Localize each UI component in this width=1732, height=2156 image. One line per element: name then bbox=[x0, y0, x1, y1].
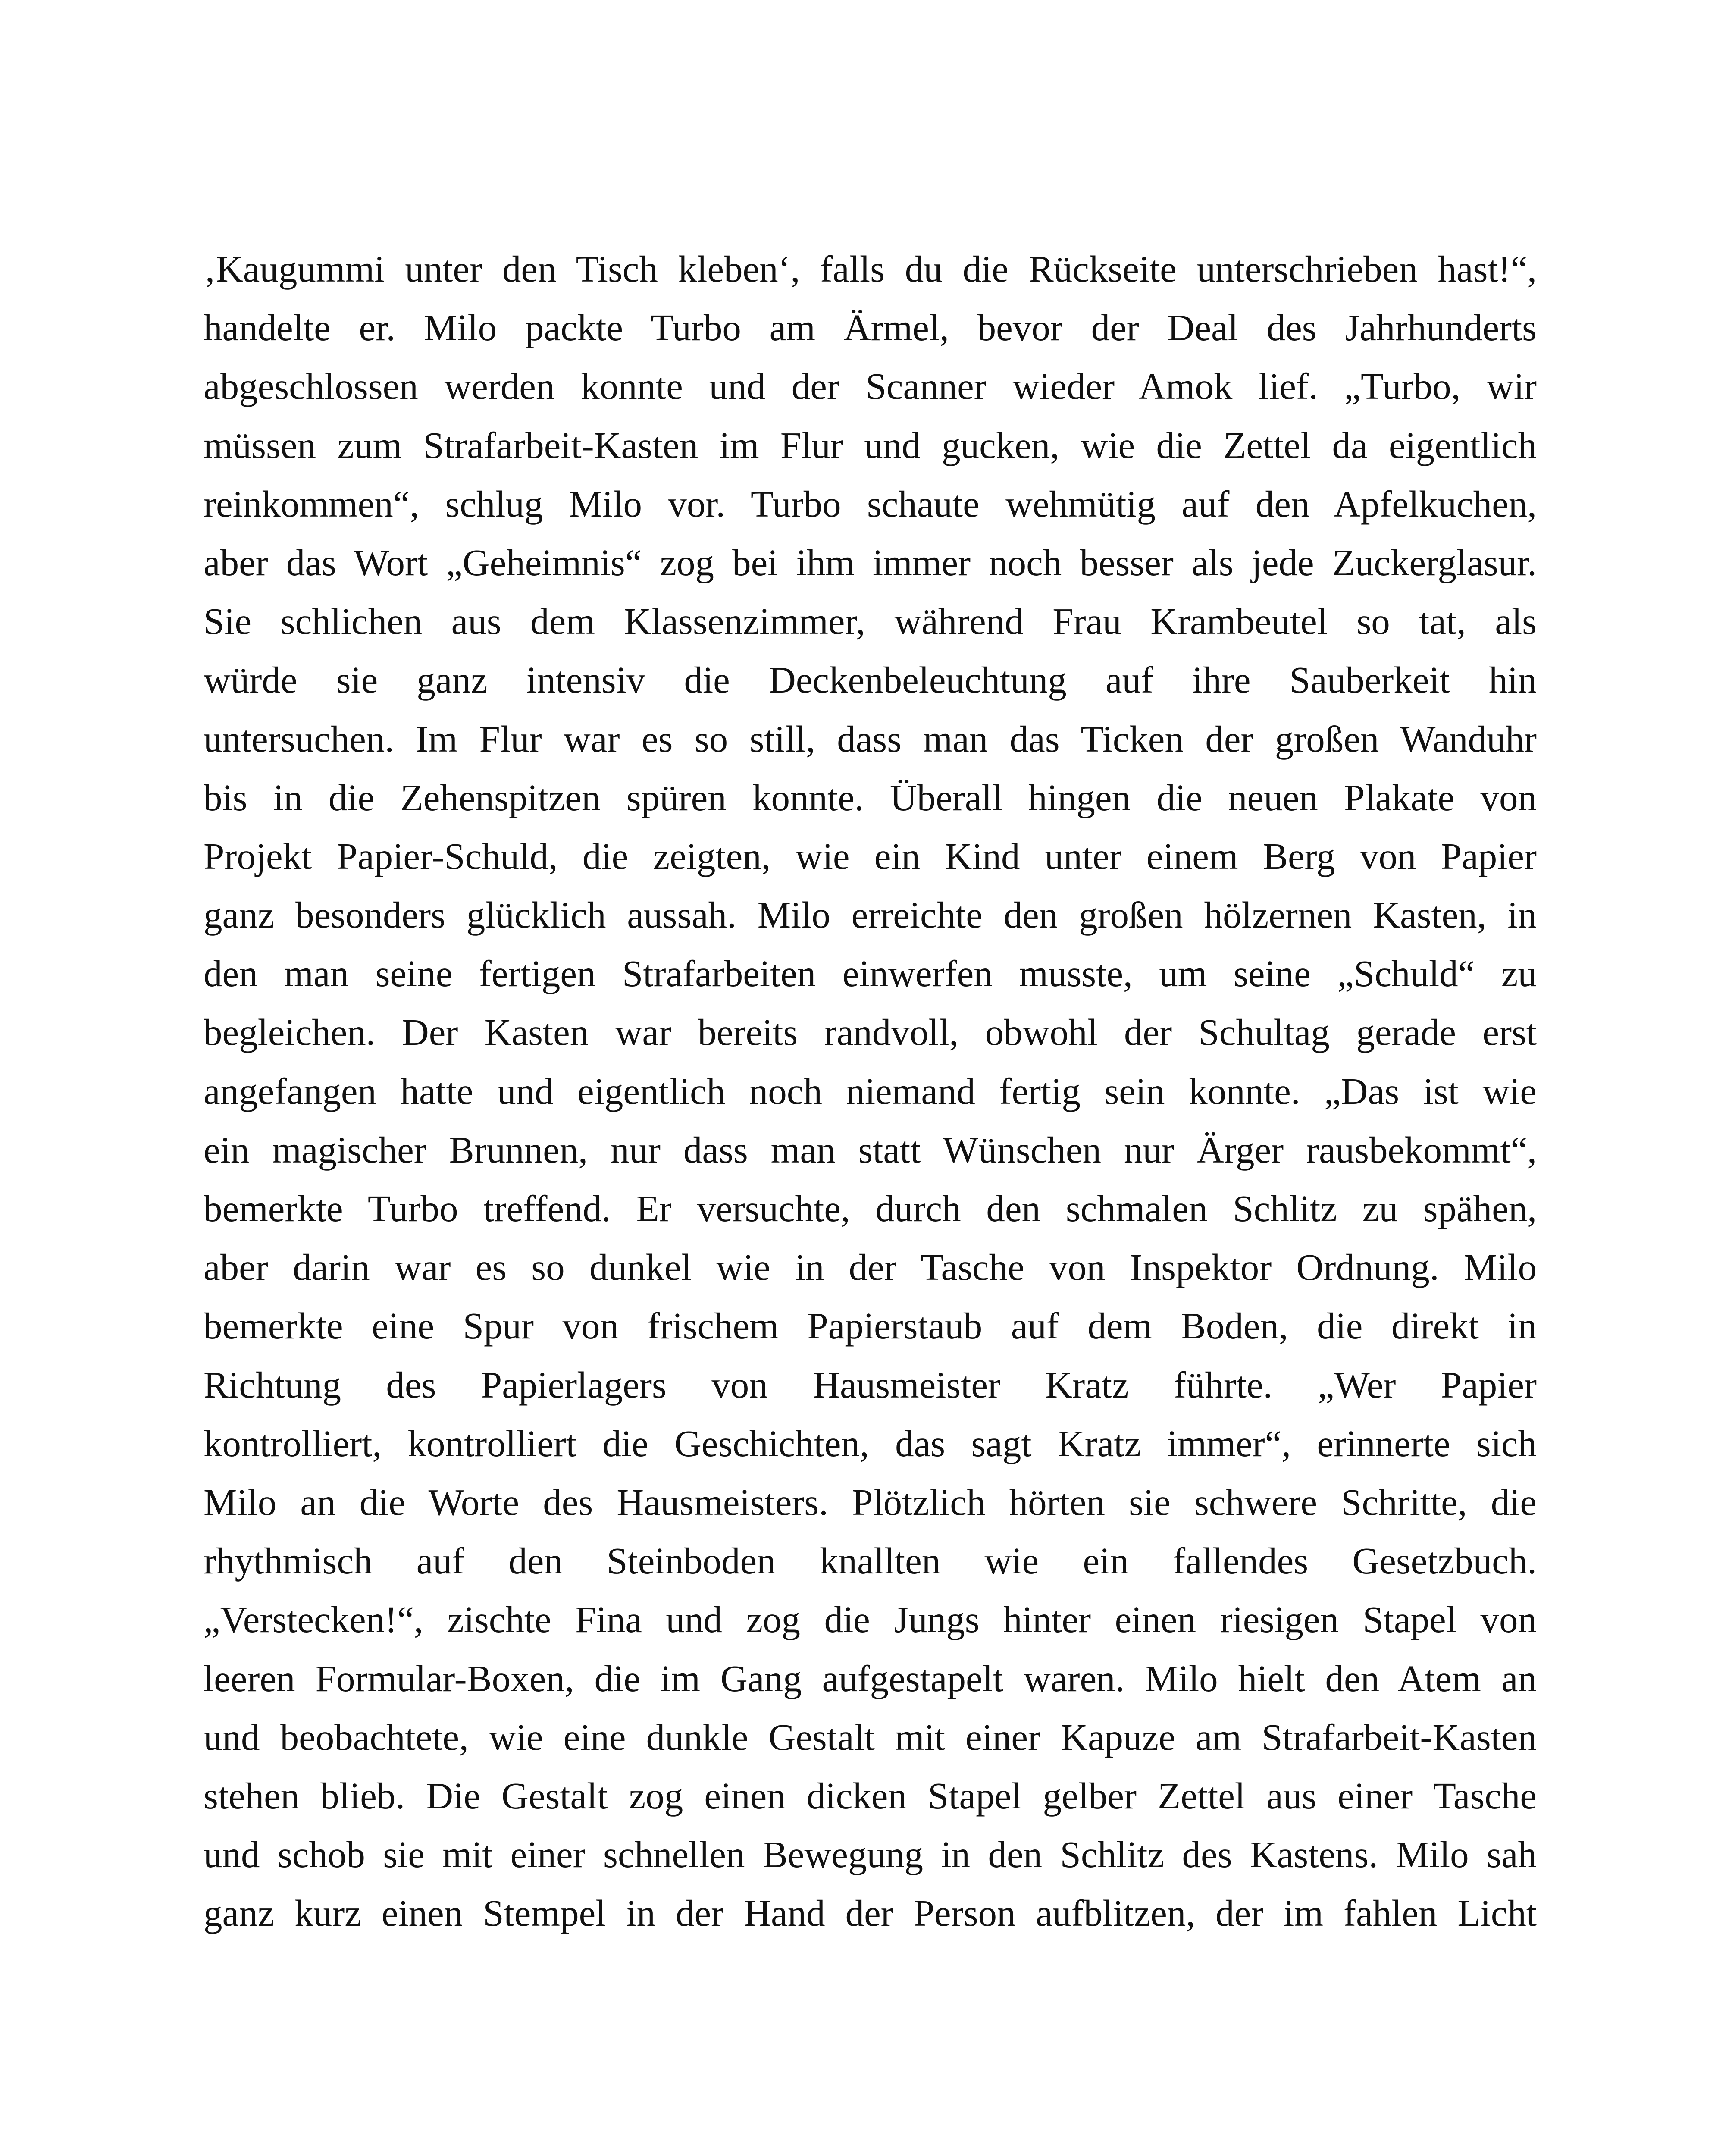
text-line: Milo an die Worte des Hausmeisters. Plötzlich hörten sie schwere Schritte, die bbox=[204, 1481, 1537, 1523]
text-line: aber das Wort „Geheimnis“ zog bei ihm immer noch besser als jede Zuckerglasur. bbox=[204, 541, 1537, 583]
text-line: untersuchen. Im Flur war es so still, dass man das Ticken der großen Wanduhr bbox=[204, 718, 1537, 760]
text-line: kontrolliert, kontrolliert die Geschichten, das sagt Kratz immer“, erinnerte sich bbox=[204, 1422, 1537, 1464]
text-line: bemerkte Turbo treffend. Er versuchte, durch den schmalen Schlitz zu spähen, bbox=[204, 1188, 1537, 1229]
text-line: und beobachtete, wie eine dunkle Gestalt mit einer Kapuze am Strafarbeit-Kasten bbox=[204, 1716, 1537, 1758]
text-line: handelte er. Milo packte Turbo am Ärmel, bevor der Deal des Jahrhunderts bbox=[204, 307, 1537, 349]
text-line: Sie schlichen aus dem Klassenzimmer, während Frau Krambeutel so tat, als bbox=[204, 600, 1537, 642]
text-line: rhythmisch auf den Steinboden knallten wie ein fallendes Gesetzbuch. bbox=[204, 1540, 1537, 1582]
text-line: ganz besonders glücklich aussah. Milo erreichte den großen hölzernen Kasten, in bbox=[204, 894, 1537, 936]
text-line: ganz kurz einen Stempel in der Hand der Person aufblitzen, der im fahlen Licht bbox=[204, 1892, 1537, 1934]
text-line: bemerkte eine Spur von frischem Papierstaub auf dem Boden, die direkt in bbox=[204, 1305, 1537, 1347]
text-line: leeren Formular-Boxen, die im Gang aufgestapelt waren. Milo hielt den Atem an bbox=[204, 1657, 1537, 1699]
text-line: Projekt Papier-Schuld, die zeigten, wie ein Kind unter einem Berg von Papier bbox=[204, 835, 1537, 877]
text-line: ein magischer Brunnen, nur dass man statt Wünschen nur Ärger rausbekommt“, bbox=[204, 1128, 1537, 1171]
text-line: reinkommen“, schlug Milo vor. Turbo schaute wehmütig auf den Apfelkuchen, bbox=[204, 483, 1537, 525]
text-line: begleichen. Der Kasten war bereits randvoll, obwohl der Schultag gerade erst bbox=[204, 1011, 1537, 1053]
text-line: bis in die Zehenspitzen spüren konnte. Überall hingen die neuen Plakate von bbox=[204, 776, 1537, 818]
text-line: „Verstecken!“, zischte Fina und zog die Jungs hinter einen riesigen Stapel von bbox=[204, 1598, 1537, 1641]
text-line: müssen zum Strafarbeit-Kasten im Flur und gucken, wie die Zettel da eigentlich bbox=[204, 424, 1537, 466]
text-line: aber darin war es so dunkel wie in der Tasche von Inspektor Ordnung. Milo bbox=[204, 1246, 1537, 1288]
text-line: ‚Kaugummi unter den Tisch kleben‘, falls du die Rückseite unterschrieben hast!“, bbox=[204, 248, 1537, 290]
text-line: abgeschlossen werden konnte und der Scanner wieder Amok lief. „Turbo, wir bbox=[204, 365, 1537, 407]
text-line: und schob sie mit einer schnellen Bewegung in den Schlitz des Kastens. Milo sah bbox=[204, 1833, 1537, 1876]
text-line: würde sie ganz intensiv die Deckenbeleuchtung auf ihre Sauberkeit hin bbox=[204, 659, 1537, 701]
text-line: stehen blieb. Die Gestalt zog einen dicken Stapel gelber Zettel aus einer Tasche bbox=[204, 1774, 1537, 1817]
body-text bbox=[204, 240, 1537, 1943]
text-line: den man seine fertigen Strafarbeiten einwerfen musste, um seine „Schuld“ zu bbox=[204, 953, 1537, 995]
text-line: angefangen hatte und eigentlich noch niemand fertig sein konnte. „Das ist wie bbox=[204, 1070, 1537, 1112]
text-line: Richtung des Papierlagers von Hausmeister Kratz führte. „Wer Papier bbox=[204, 1363, 1537, 1406]
